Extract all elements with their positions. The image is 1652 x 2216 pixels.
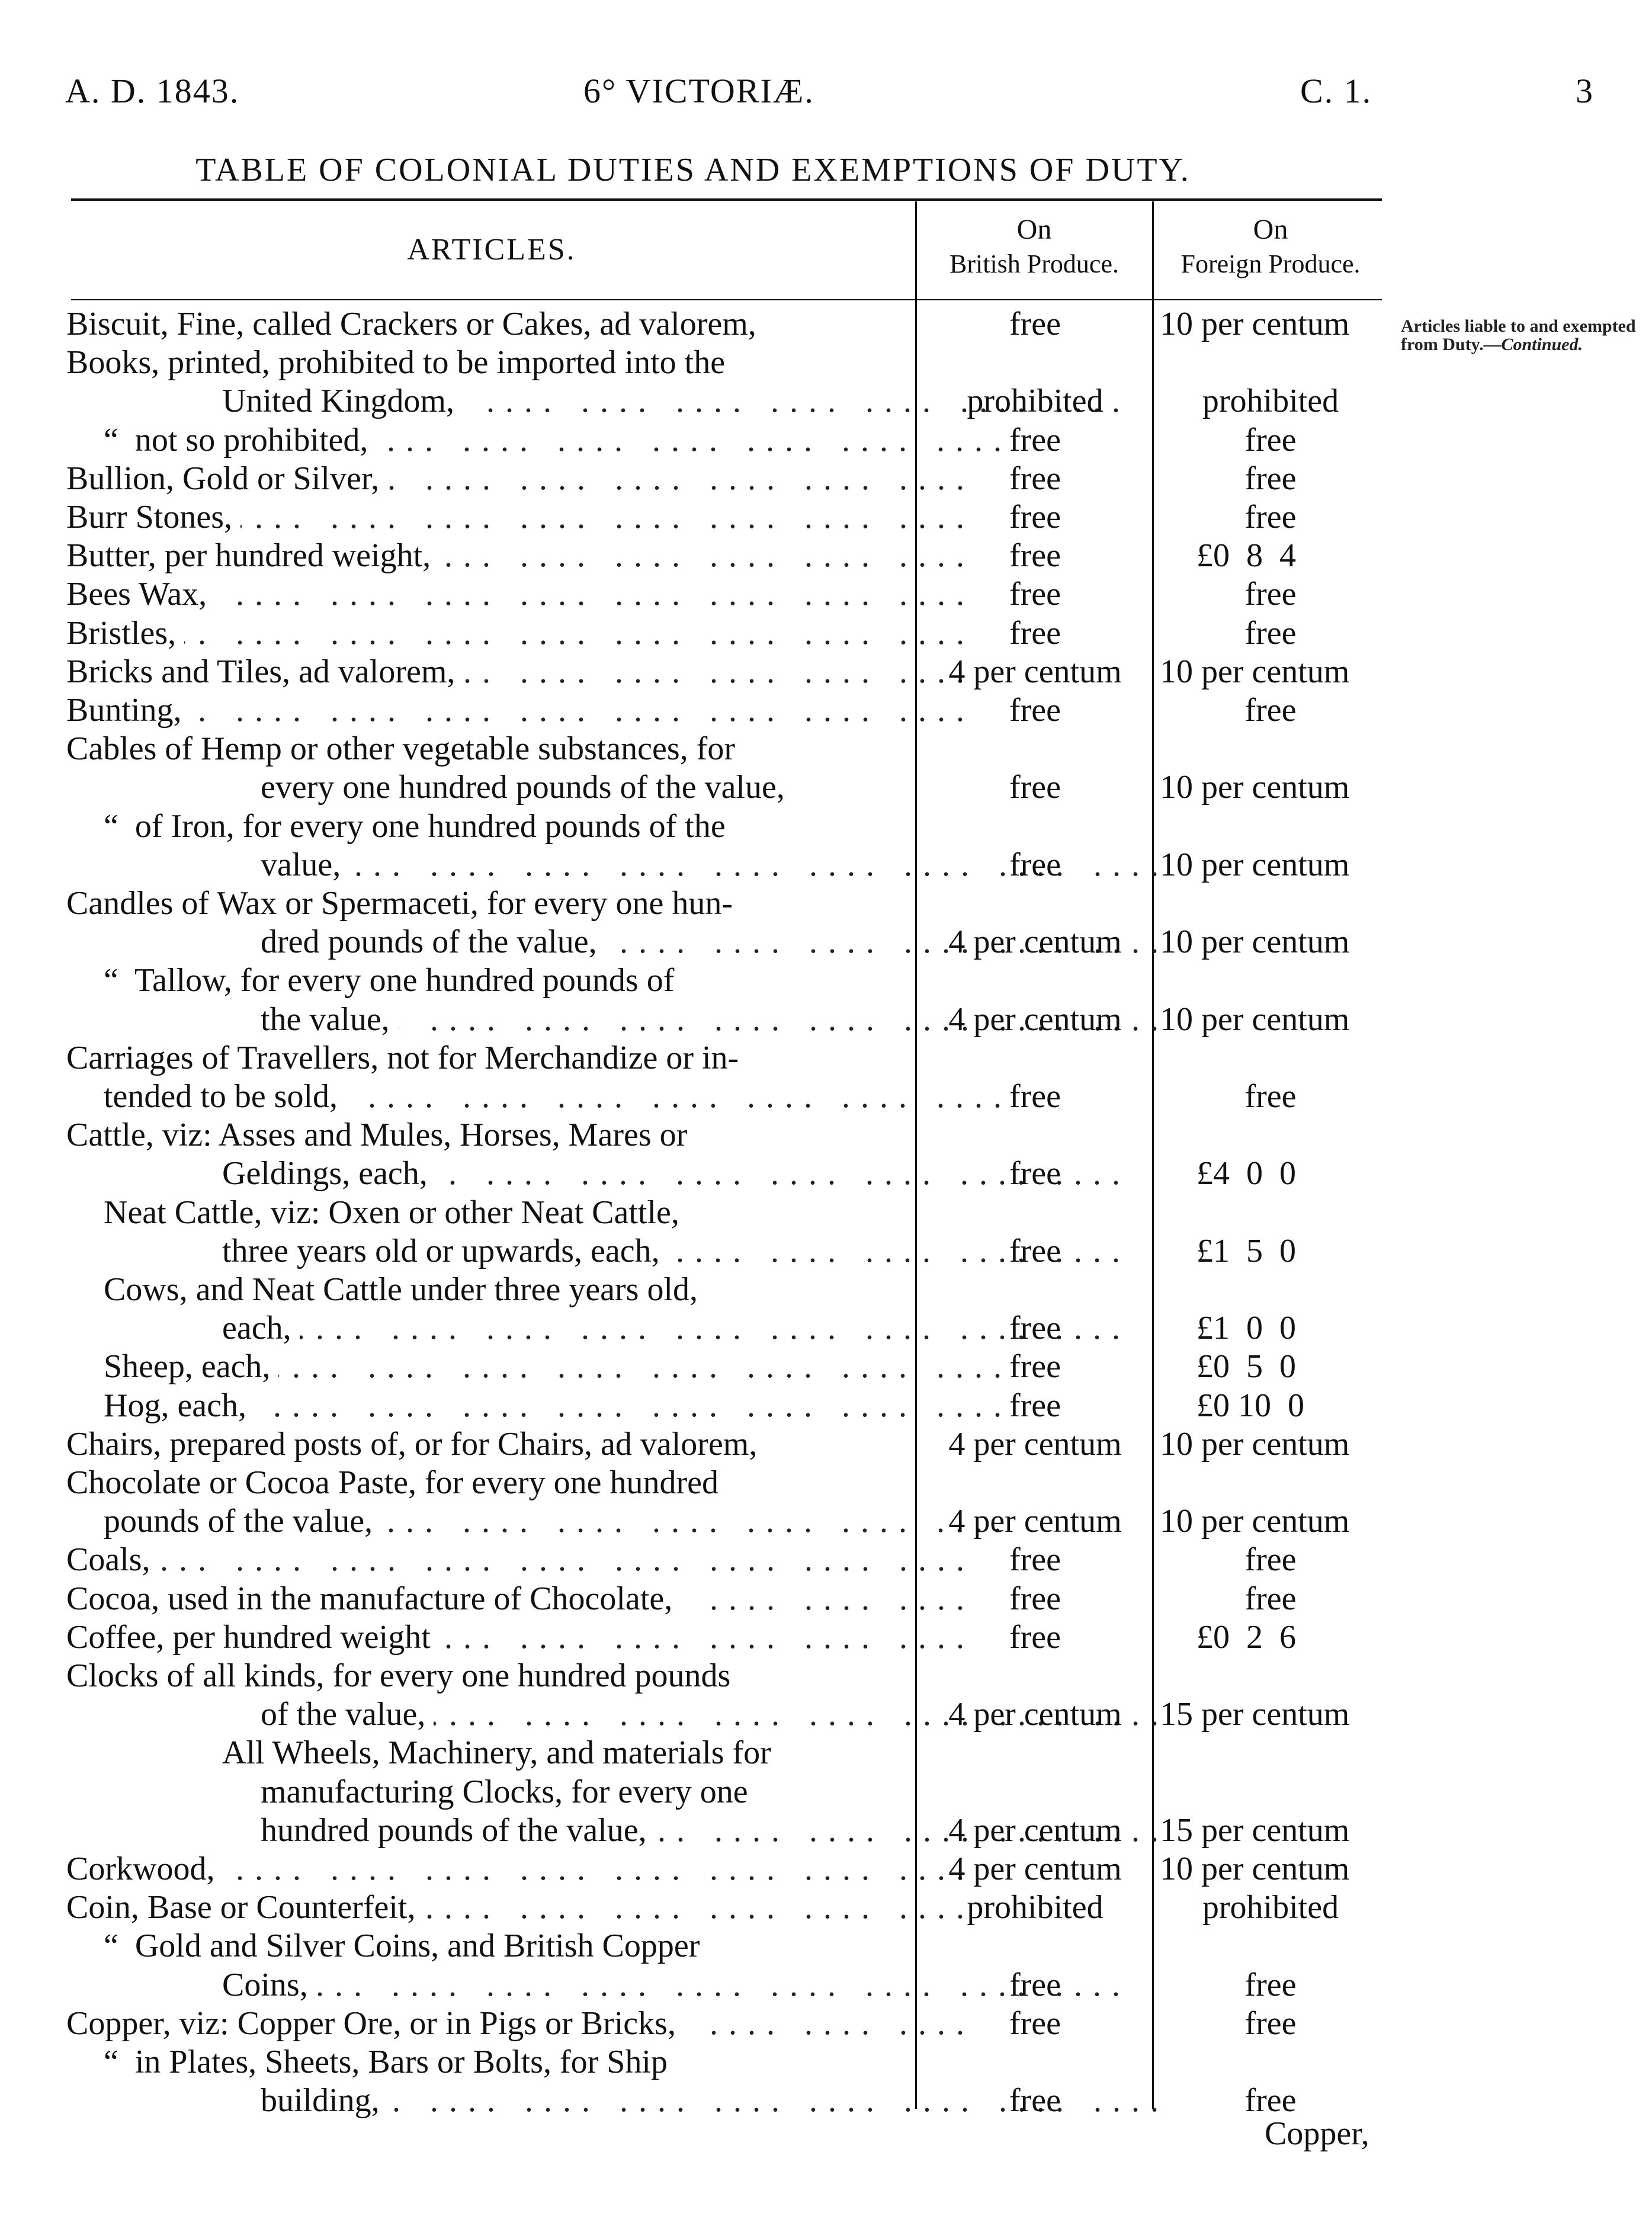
foreign-duty-cell: £0 8 4 — [1197, 537, 1296, 575]
article-text: dred pounds of the value, — [261, 923, 597, 961]
article-cell — [0, 1888, 977, 1927]
article-cell — [0, 884, 977, 923]
article-text: Cables of Hemp or other vegetable substances, for — [66, 730, 735, 768]
article-cell — [0, 2005, 977, 2043]
table-row — [0, 884, 1652, 923]
dot-leader — [278, 1348, 1012, 1386]
article-text: Bristles, — [66, 614, 177, 652]
table-row — [0, 460, 1652, 498]
article-text: Corkwood, — [66, 1851, 215, 1887]
article-text: Geldings, each, — [222, 1155, 428, 1192]
table-row — [0, 1811, 1652, 1850]
article-cell — [0, 1734, 1133, 1772]
dot-leader — [346, 1077, 1012, 1116]
header-chapter: C. 1. — [1300, 72, 1372, 110]
table-row — [0, 498, 1652, 537]
article-text: of the value, — [261, 1696, 426, 1733]
table-row — [0, 1194, 1652, 1232]
table-row — [0, 1039, 1652, 1077]
foreign-duty-cell: £1 0 0 — [1197, 1310, 1296, 1347]
dot-leader — [159, 1541, 975, 1579]
header-year: A. D. 1843. — [65, 72, 240, 110]
table-row — [0, 305, 1652, 344]
table-row — [0, 961, 1652, 1000]
article-cell — [0, 1618, 977, 1657]
article-text: Burr Stones, — [66, 499, 232, 535]
foreign-duty-cell: 10 per centum — [1160, 1503, 1350, 1540]
british-duty-cell: free — [1009, 1618, 1061, 1656]
table-row — [0, 1116, 1652, 1154]
foreign-duty-cell: free — [1244, 1078, 1297, 1115]
article-text: manufacturing Clocks, for every one — [261, 1773, 748, 1810]
table-row — [0, 730, 1652, 768]
table-row — [0, 1888, 1652, 1927]
column-header-british-produce: British Produce. — [950, 249, 1119, 278]
british-duty-cell: free — [1009, 2005, 1061, 2042]
table-row — [0, 807, 1652, 846]
table-row — [0, 1425, 1652, 1464]
british-duty-cell: free — [1009, 769, 1061, 806]
british-duty-cell: free — [1009, 692, 1061, 729]
table-row — [0, 575, 1652, 614]
table-row — [0, 1309, 1652, 1348]
foreign-duty-cell: £4 0 0 — [1197, 1155, 1296, 1192]
article-text: Cocoa, used in the manufacture of Chocolate, — [66, 1580, 673, 1617]
dot-leader — [439, 1618, 975, 1657]
article-cell — [0, 1773, 1172, 1811]
foreign-duty-cell: 10 per centum — [1160, 846, 1350, 883]
article-cell — [0, 691, 977, 730]
article-text: “ Gold and Silver Coins, and British Copper — [104, 1928, 700, 1965]
british-duty-cell: free — [1009, 499, 1061, 535]
article-cell — [0, 575, 977, 614]
article-text: Candles of Wax or Spermaceti, for every one hun- — [66, 885, 733, 922]
table-row — [0, 1734, 1652, 1772]
table-row — [0, 2005, 1652, 2043]
article-cell — [0, 498, 977, 537]
article-text: Coffee, per hundred weight — [66, 1618, 431, 1656]
table-row — [0, 1232, 1652, 1271]
article-text: Cows, and Neat Cattle under three years old, — [104, 1271, 698, 1308]
article-text: Bunting, — [66, 692, 182, 729]
article-text: Bullion, Gold or Silver, — [66, 460, 380, 497]
article-cell — [0, 305, 977, 344]
header-regnal-year: 6° VICTORIÆ. — [583, 72, 814, 110]
article-text: Coin, Base or Counterfeit, — [66, 1889, 416, 1926]
foreign-duty-cell: free — [1244, 1580, 1297, 1617]
table-row — [0, 1695, 1652, 1734]
article-text: each, — [222, 1310, 291, 1347]
article-cell — [0, 2043, 1015, 2082]
article-text: Carriages of Travellers, not for Merchandize or in- — [66, 1039, 739, 1076]
article-cell — [0, 1194, 1015, 1232]
table-row — [0, 923, 1652, 961]
article-cell — [0, 1348, 1015, 1386]
british-duty-cell: free — [1009, 1966, 1061, 2003]
article-text: Bricks and Tiles, ad valorem, — [66, 653, 455, 690]
dot-leader — [215, 575, 975, 614]
article-text: “ not so prohibited, — [104, 421, 368, 458]
foreign-duty-cell: £0 2 6 — [1197, 1618, 1296, 1656]
table-row — [0, 614, 1652, 653]
foreign-duty-cell: 10 per centum — [1160, 1425, 1350, 1463]
table-row — [0, 1464, 1652, 1502]
table-row — [0, 1000, 1652, 1039]
table-row — [0, 1618, 1652, 1657]
table-row — [0, 691, 1652, 730]
table-row — [0, 1657, 1652, 1695]
catchword: Copper, — [1265, 2115, 1369, 2152]
article-text: three years old or upwards, each, — [222, 1232, 660, 1269]
table-row — [0, 382, 1652, 421]
table-row — [0, 1850, 1652, 1888]
table-row — [0, 537, 1652, 575]
table-row — [0, 1927, 1652, 1965]
article-cell — [0, 1271, 1015, 1309]
table-row — [0, 1580, 1652, 1618]
margin-note-emphasis: Continued. — [1501, 335, 1583, 354]
dot-leader — [190, 691, 975, 730]
foreign-duty-cell: free — [1244, 460, 1297, 497]
article-text: Sheep, each, — [104, 1348, 271, 1386]
margin-note-text: Articles liable to and exempted from Duty.— — [1401, 316, 1636, 354]
article-cell — [0, 344, 977, 382]
british-duty-cell: 4 per centum — [948, 1811, 1122, 1849]
table-top-rule — [71, 198, 1382, 201]
foreign-duty-cell: free — [1244, 2082, 1297, 2119]
british-duty-cell: prohibited — [967, 383, 1104, 420]
british-duty-cell: free — [1009, 421, 1061, 458]
article-text: tended to be sold, — [104, 1078, 338, 1115]
british-duty-cell: free — [1009, 1078, 1061, 1115]
article-cell — [0, 421, 1015, 460]
article-cell — [0, 1580, 977, 1618]
article-text: “ of Iron, for every one hundred pounds of the — [104, 807, 726, 845]
foreign-duty-cell: free — [1244, 1966, 1297, 2003]
table-row — [0, 1966, 1652, 2005]
dot-leader — [387, 460, 975, 498]
foreign-duty-cell: £0 10 0 — [1197, 1387, 1304, 1424]
table-row — [0, 1387, 1652, 1425]
british-duty-cell: 4 per centum — [948, 1425, 1122, 1463]
article-text: every one hundred pounds of the value, — [261, 769, 785, 806]
british-duty-cell: free — [1009, 537, 1061, 575]
table-row — [0, 2082, 1652, 2120]
article-cell — [0, 1502, 1015, 1541]
article-cell — [0, 1116, 977, 1154]
foreign-duty-cell: 10 per centum — [1160, 1000, 1350, 1038]
article-text: Bees Wax, — [66, 576, 207, 613]
column-header-foreign-produce: Foreign Produce. — [1181, 249, 1361, 278]
dot-leader — [184, 614, 975, 653]
british-duty-cell: 4 per centum — [948, 1503, 1122, 1540]
dot-leader — [223, 1850, 975, 1888]
article-text: the value, — [261, 1000, 390, 1038]
dot-leader — [255, 1387, 1012, 1425]
table-row — [0, 1077, 1652, 1116]
table-row — [0, 846, 1652, 884]
column-header-articles: ARTICLES. — [407, 233, 576, 267]
foreign-duty-cell: free — [1244, 2005, 1297, 2042]
british-duty-cell: 4 per centum — [948, 923, 1122, 961]
article-text: All Wheels, Machinery, and materials for — [222, 1734, 771, 1772]
british-duty-cell: 4 per centum — [948, 1851, 1122, 1887]
article-text: Neat Cattle, viz: Oxen or other Neat Cattle, — [104, 1194, 679, 1231]
table-row — [0, 1271, 1652, 1309]
foreign-duty-cell: 10 per centum — [1160, 1851, 1350, 1887]
dot-leader — [463, 653, 975, 691]
article-cell — [0, 1387, 1015, 1425]
british-duty-cell: free — [1009, 1232, 1061, 1269]
british-duty-cell: free — [1009, 1580, 1061, 1617]
table-row — [0, 1348, 1652, 1386]
british-duty-cell: free — [1009, 846, 1061, 883]
british-duty-cell: free — [1009, 2082, 1061, 2119]
article-text: Clocks of all kinds, for every one hundred pounds — [66, 1657, 731, 1694]
foreign-duty-cell: free — [1244, 576, 1297, 613]
article-text: Coins, — [222, 1966, 308, 2003]
article-cell — [0, 730, 977, 768]
article-text: Books, printed, prohibited to be imported into the — [66, 344, 726, 381]
table-header-rule — [71, 299, 1382, 300]
british-duty-cell: free — [1009, 614, 1061, 652]
british-duty-cell: free — [1009, 576, 1061, 613]
article-text: United Kingdom, — [222, 383, 454, 420]
dot-leader — [439, 537, 975, 575]
article-text: Biscuit, Fine, called Crackers or Cakes, ad valorem, — [66, 306, 756, 342]
foreign-duty-cell: free — [1244, 1541, 1297, 1579]
table-row — [0, 1541, 1652, 1579]
article-text: Chocolate or Cocoa Paste, for every one hundred — [66, 1464, 718, 1501]
table-row — [0, 421, 1652, 460]
foreign-duty-cell: free — [1244, 421, 1297, 458]
british-duty-cell: free — [1009, 1387, 1061, 1424]
article-cell — [0, 1657, 977, 1695]
article-text: “ in Plates, Sheets, Bars or Bolts, for Ship — [104, 2044, 668, 2080]
table-row — [0, 1154, 1652, 1193]
article-cell — [0, 1464, 977, 1502]
british-duty-cell: free — [1009, 1541, 1061, 1579]
table-row — [0, 1502, 1652, 1541]
foreign-duty-cell: free — [1244, 614, 1297, 652]
article-cell — [0, 614, 977, 653]
foreign-duty-cell: £1 5 0 — [1197, 1232, 1296, 1269]
foreign-duty-cell: prohibited — [1202, 383, 1339, 420]
article-cell — [0, 1077, 1015, 1116]
article-text: pounds of the value, — [104, 1503, 373, 1540]
foreign-duty-cell: 15 per centum — [1160, 1696, 1350, 1733]
british-duty-cell: 4 per centum — [948, 1000, 1122, 1038]
table-row — [0, 653, 1652, 691]
article-cell — [0, 807, 1015, 846]
article-cell — [0, 653, 977, 691]
article-text: hundred pounds of the value, — [261, 1811, 647, 1849]
article-text: Chairs, prepared posts of, or for Chairs, ad valorem, — [66, 1425, 758, 1463]
article-text: Copper, viz: Copper Ore, or in Pigs or Bricks, — [66, 2005, 676, 2042]
foreign-duty-cell: 10 per centum — [1160, 306, 1350, 342]
article-text: Coals, — [66, 1541, 150, 1579]
foreign-duty-cell: prohibited — [1202, 1889, 1339, 1926]
table-row — [0, 2043, 1652, 2082]
article-text: value, — [261, 846, 341, 883]
article-cell — [0, 1039, 977, 1077]
column-header-british-on: On — [1016, 214, 1052, 245]
table-row — [0, 344, 1652, 382]
dot-leader — [240, 498, 975, 537]
british-duty-cell: 4 per centum — [948, 653, 1122, 690]
article-text: “ Tallow, for every one hundred pounds of — [104, 962, 675, 999]
article-text: Hog, each, — [104, 1387, 247, 1424]
foreign-duty-cell: free — [1244, 692, 1297, 729]
table-title: TABLE OF COLONIAL DUTIES AND EXEMPTIONS OF DUTY. — [195, 152, 1191, 188]
article-cell — [0, 961, 1015, 1000]
article-text: building, — [261, 2082, 380, 2119]
british-duty-cell: free — [1009, 306, 1061, 342]
foreign-duty-cell: 15 per centum — [1160, 1811, 1350, 1849]
table-row — [0, 1773, 1652, 1811]
dot-leader — [424, 1888, 975, 1927]
british-duty-cell: free — [1009, 1155, 1061, 1192]
foreign-duty-cell: £0 5 0 — [1197, 1348, 1296, 1386]
british-duty-cell: free — [1009, 1348, 1061, 1386]
foreign-duty-cell: free — [1244, 499, 1297, 535]
foreign-duty-cell: 10 per centum — [1160, 923, 1350, 961]
british-duty-cell: prohibited — [967, 1889, 1104, 1926]
article-cell — [0, 1541, 977, 1579]
foreign-duty-cell: 10 per centum — [1160, 769, 1350, 806]
article-cell — [0, 537, 977, 575]
dot-leader — [376, 421, 1012, 460]
article-text: Butter, per hundred weight, — [66, 537, 431, 575]
article-text: Cattle, viz: Asses and Mules, Horses, Mares or — [66, 1117, 688, 1154]
british-duty-cell: 4 per centum — [948, 1696, 1122, 1733]
foreign-duty-cell: 10 per centum — [1160, 653, 1350, 690]
british-duty-cell: free — [1009, 460, 1061, 497]
table-row — [0, 768, 1652, 807]
article-cell — [0, 1927, 1015, 1965]
column-header-foreign-on: On — [1253, 214, 1288, 245]
page-number: 3 — [1576, 72, 1594, 110]
british-duty-cell: free — [1009, 1310, 1061, 1347]
article-cell — [0, 1425, 977, 1464]
article-cell — [0, 460, 977, 498]
article-cell — [0, 1850, 977, 1888]
